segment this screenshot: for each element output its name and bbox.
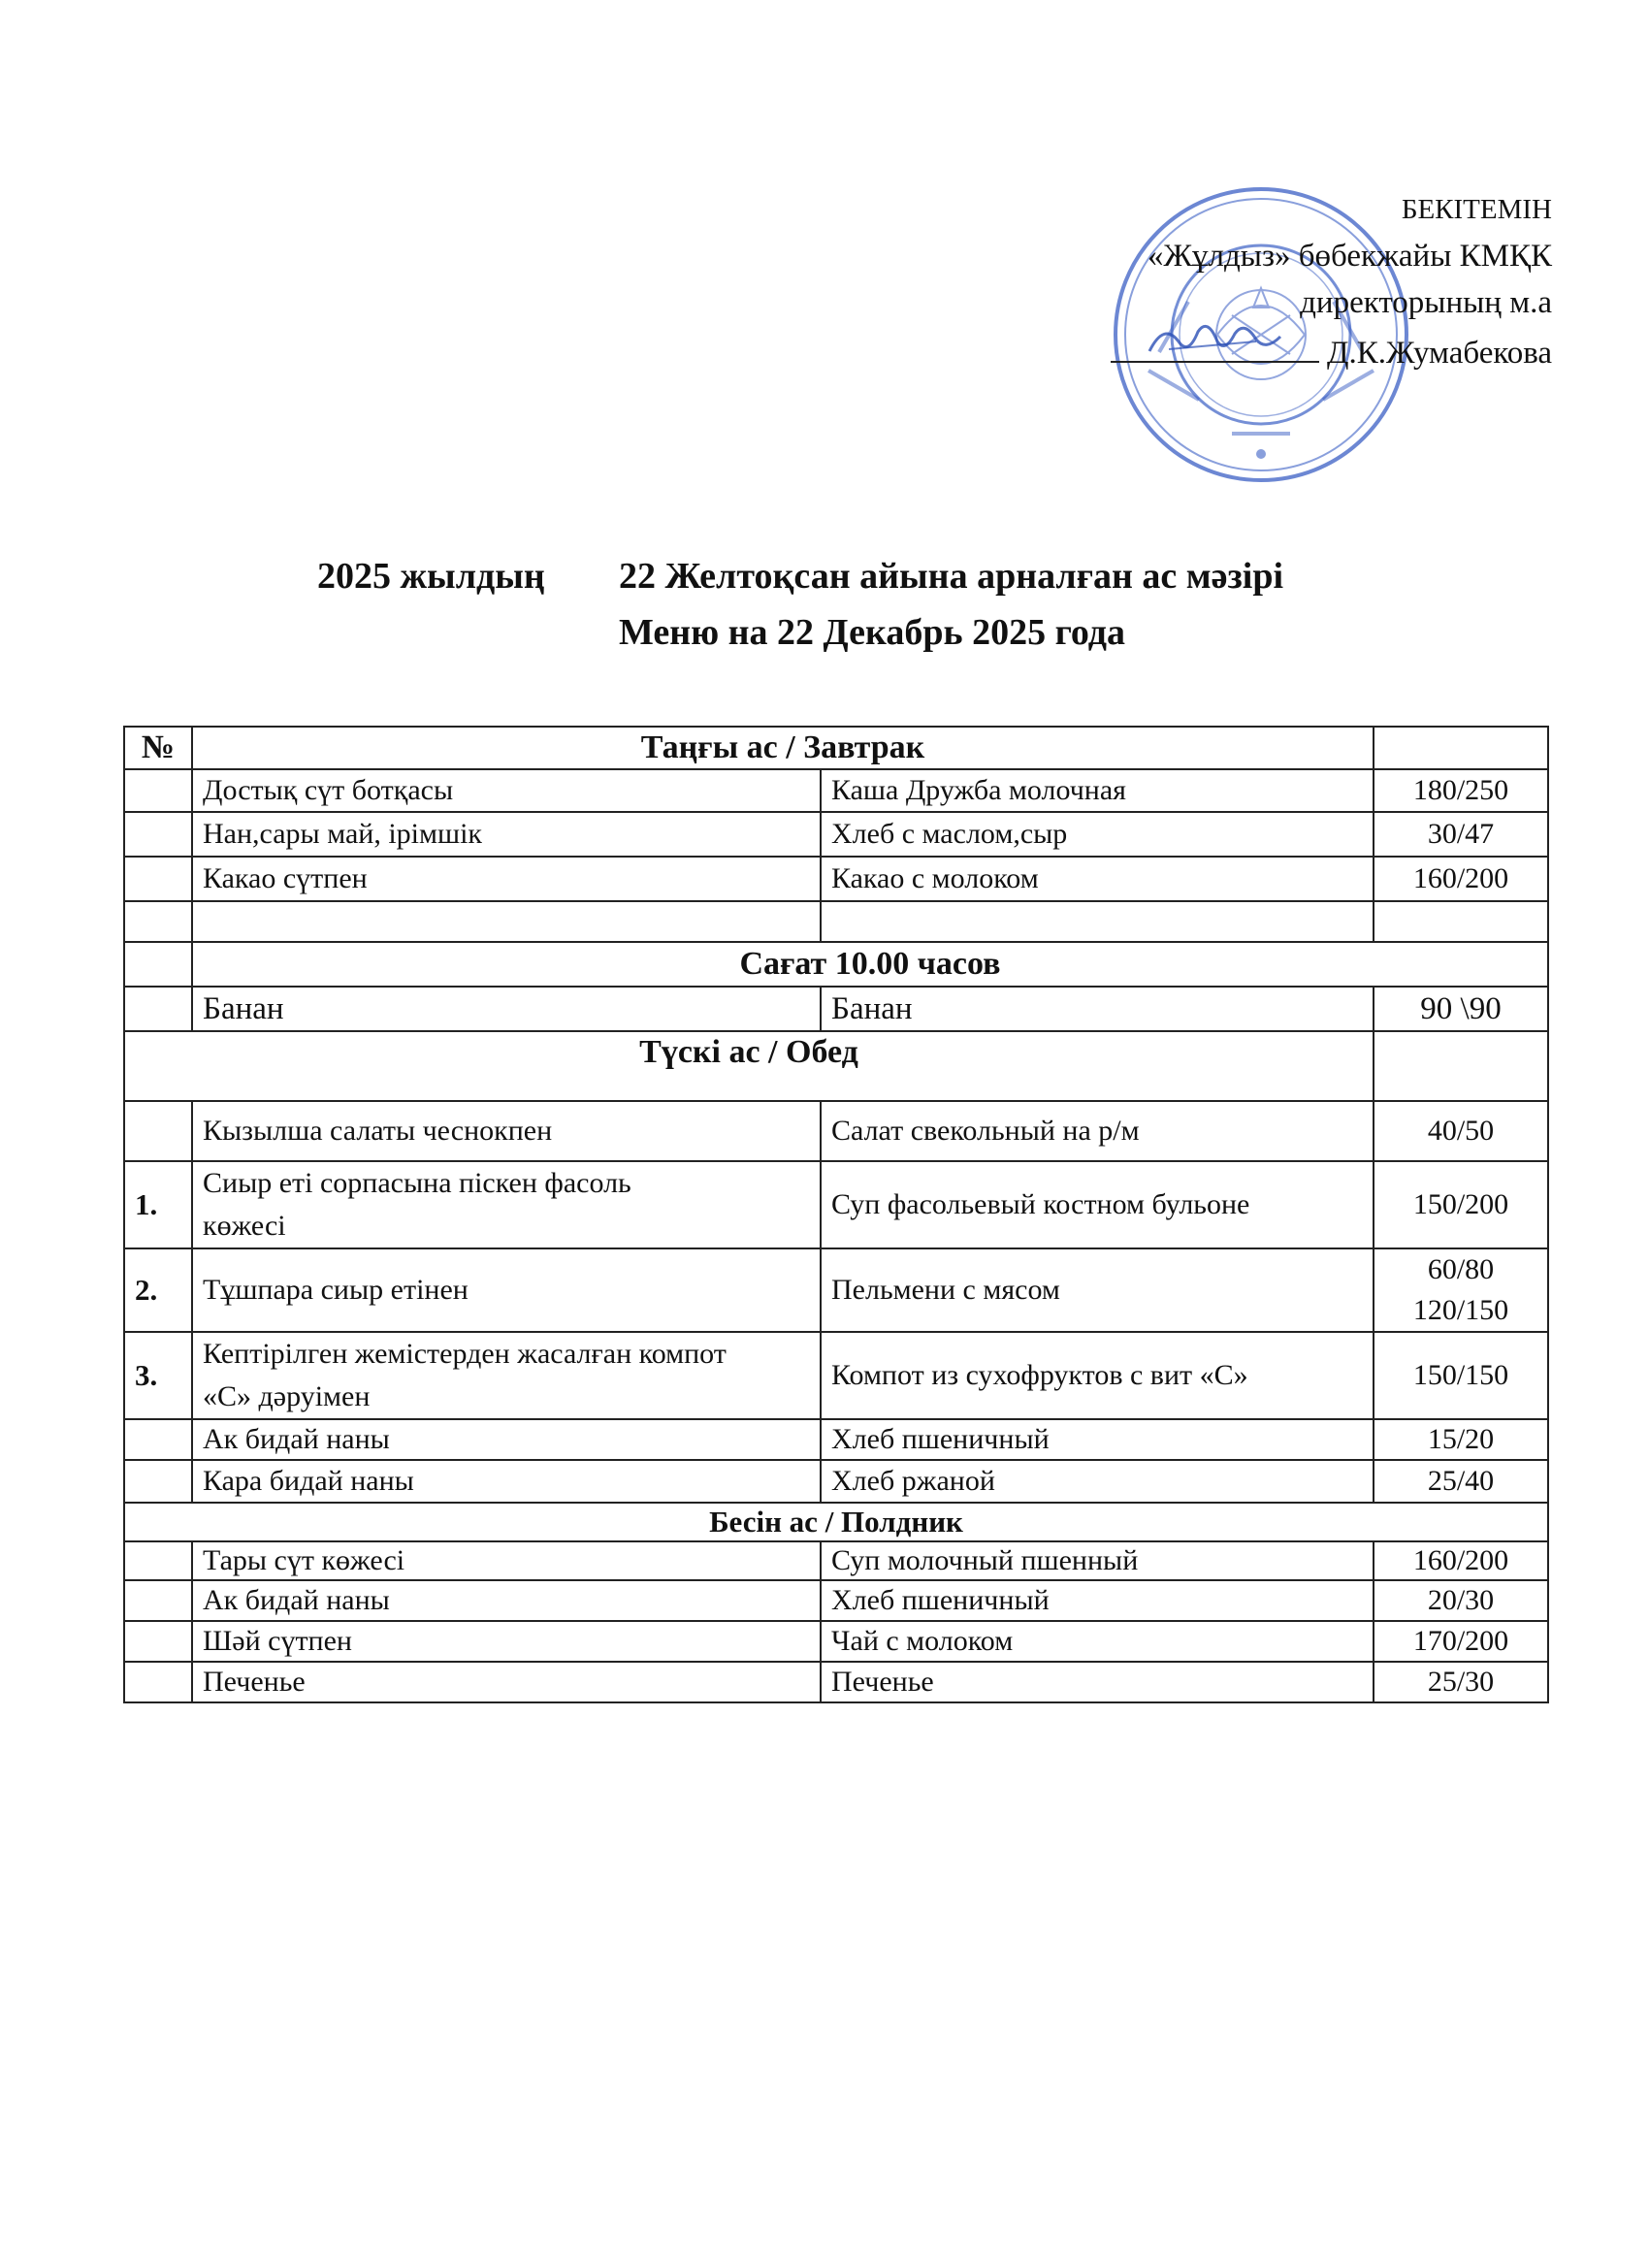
dish-kz-line1: Тұшпара сиыр етінен xyxy=(203,1274,469,1306)
dish-kz: Печенье xyxy=(192,1662,821,1702)
menu-table xyxy=(123,726,1549,1703)
dish-kz: Ак бидай наны xyxy=(192,1419,821,1460)
approval-name: Д.К.Жумабекова xyxy=(1327,336,1552,371)
dish-qty: 25/40 xyxy=(1374,1460,1548,1503)
dish-ru: Суп молочный пшенный xyxy=(821,1541,1374,1580)
dish-kz: Кызылша салаты чеснокпен xyxy=(192,1101,821,1161)
table-row xyxy=(124,1580,1548,1621)
table-row xyxy=(124,1101,1548,1161)
dish-qty: 40/50 xyxy=(1374,1101,1548,1161)
dish-kz: Банан xyxy=(192,987,821,1031)
empty-cell xyxy=(124,769,192,812)
table-row xyxy=(124,987,1548,1031)
table-row xyxy=(124,1332,1548,1419)
table-row xyxy=(124,1031,1548,1101)
table-row xyxy=(124,857,1548,901)
title-kz-text: 22 Желтоқсан айына арналған ас мәзірі xyxy=(619,556,1284,597)
afternoon-header: Бесін ас / Полдник xyxy=(124,1503,1548,1541)
dish-kz: Тары сүт көжесі xyxy=(192,1541,821,1580)
dish-qty-line1: 150/150 xyxy=(1412,1359,1509,1391)
empty-cell xyxy=(1374,727,1548,769)
row-number: 1. xyxy=(124,1161,192,1248)
dish-kz: Какао сүтпен xyxy=(192,857,821,901)
empty-cell xyxy=(1374,1031,1548,1101)
dish-qty: 25/30 xyxy=(1374,1662,1548,1702)
dish-kz: Кара бидай наны xyxy=(192,1460,821,1503)
snack-header: Сағат 10.00 часов xyxy=(192,942,1548,987)
dish-ru: Пельмени с мясом xyxy=(821,1248,1374,1332)
dish-qty xyxy=(1374,1161,1548,1248)
dish-qty: 160/200 xyxy=(1374,857,1548,901)
table-row xyxy=(124,1460,1548,1503)
approval-position: директорының м.а xyxy=(1300,285,1552,320)
dish-ru: Компот из сухофруктов с вит «С» xyxy=(821,1332,1374,1419)
dish-qty: 20/30 xyxy=(1374,1580,1548,1621)
empty-cell xyxy=(124,1460,192,1503)
empty-cell xyxy=(124,1541,192,1580)
dish-kz-line1: Кептірілген жемістерден жасалған компот xyxy=(203,1338,727,1370)
table-row xyxy=(124,812,1548,857)
empty-cell xyxy=(124,1662,192,1702)
dish-ru: Какао с молоком xyxy=(821,857,1374,901)
dish-ru: Хлеб пшеничный xyxy=(821,1419,1374,1460)
dish-qty: 15/20 xyxy=(1374,1419,1548,1460)
empty-cell xyxy=(124,1101,192,1161)
dish-kz xyxy=(192,1161,821,1248)
dish-qty xyxy=(1374,1248,1548,1332)
table-row xyxy=(124,1503,1548,1541)
dish-kz: Нан,сары май, ірімшік xyxy=(192,812,821,857)
dish-kz xyxy=(192,1248,821,1332)
dish-kz-line1: Сиыр еті сорпасына піскен фасоль xyxy=(203,1167,631,1199)
dish-kz xyxy=(192,1332,821,1419)
empty-cell xyxy=(124,901,192,942)
table-row xyxy=(124,1662,1548,1702)
dish-ru: Хлеб ржаной xyxy=(821,1460,1374,1503)
dish-qty: 180/250 xyxy=(1374,769,1548,812)
row-number: 3. xyxy=(124,1332,192,1419)
dish-ru: Чай с молоком xyxy=(821,1621,1374,1662)
breakfast-header: Таңғы ас / Завтрак xyxy=(192,727,1374,769)
dish-kz-line2: көжесі xyxy=(203,1210,286,1242)
handwritten-signature xyxy=(1111,312,1319,361)
empty-cell xyxy=(124,987,192,1031)
empty-cell xyxy=(124,1580,192,1621)
empty-cell xyxy=(124,942,192,987)
dish-ru: Суп фасольевый костном бульоне xyxy=(821,1161,1374,1248)
dish-kz: Шәй сүтпен xyxy=(192,1621,821,1662)
empty-cell xyxy=(1374,901,1548,942)
dish-qty: 30/47 xyxy=(1374,812,1548,857)
dish-ru: Банан xyxy=(821,987,1374,1031)
dish-ru: Каша Дружба молочная xyxy=(821,769,1374,812)
dish-ru: Хлеб пшеничный xyxy=(821,1580,1374,1621)
approval-signature-row xyxy=(1009,326,1552,376)
table-row xyxy=(124,1541,1548,1580)
dish-qty xyxy=(1374,1332,1548,1419)
empty-cell xyxy=(192,901,821,942)
row-number: 2. xyxy=(124,1248,192,1332)
table-row xyxy=(124,769,1548,812)
no-column-header: № xyxy=(124,727,192,769)
table-row xyxy=(124,1419,1548,1460)
table-row xyxy=(124,1161,1548,1248)
empty-cell xyxy=(124,1419,192,1460)
empty-cell xyxy=(124,1621,192,1662)
empty-cell xyxy=(124,812,192,857)
dish-kz-line2: «С» дәруімен xyxy=(203,1380,371,1412)
lunch-header: Түскі ас / Обед xyxy=(124,1031,1374,1101)
table-row xyxy=(124,1248,1548,1332)
title-ru-text: Меню на 22 Декабрь 2025 года xyxy=(619,612,1126,653)
dish-ru: Хлеб с маслом,сыр xyxy=(821,812,1374,857)
approval-block xyxy=(1009,186,1552,376)
table-row-empty xyxy=(124,901,1548,942)
dish-qty-line1: 150/200 xyxy=(1412,1188,1509,1220)
empty-cell xyxy=(821,901,1374,942)
empty-cell xyxy=(124,857,192,901)
title-year: 2025 жылдың xyxy=(317,556,545,597)
approval-approve: БЕКІТЕМІН xyxy=(1401,194,1552,225)
dish-kz: Ак бидай наны xyxy=(192,1580,821,1621)
signature-line xyxy=(1111,326,1319,363)
table-row xyxy=(124,727,1548,769)
table-row xyxy=(124,1621,1548,1662)
dish-qty: 160/200 xyxy=(1374,1541,1548,1580)
table-row xyxy=(124,942,1548,987)
dish-qty: 90 \90 xyxy=(1374,987,1548,1031)
dish-qty-line1: 60/80 xyxy=(1427,1253,1495,1285)
approval-organization: «Жұлдыз» бөбекжайы КМҚК xyxy=(1147,239,1552,274)
dish-kz: Достық сүт ботқасы xyxy=(192,769,821,812)
dish-ru: Салат свекольный на р/м xyxy=(821,1101,1374,1161)
dish-qty-line2: 120/150 xyxy=(1412,1294,1509,1326)
dish-ru: Печенье xyxy=(821,1662,1374,1702)
dish-qty: 170/200 xyxy=(1374,1621,1548,1662)
